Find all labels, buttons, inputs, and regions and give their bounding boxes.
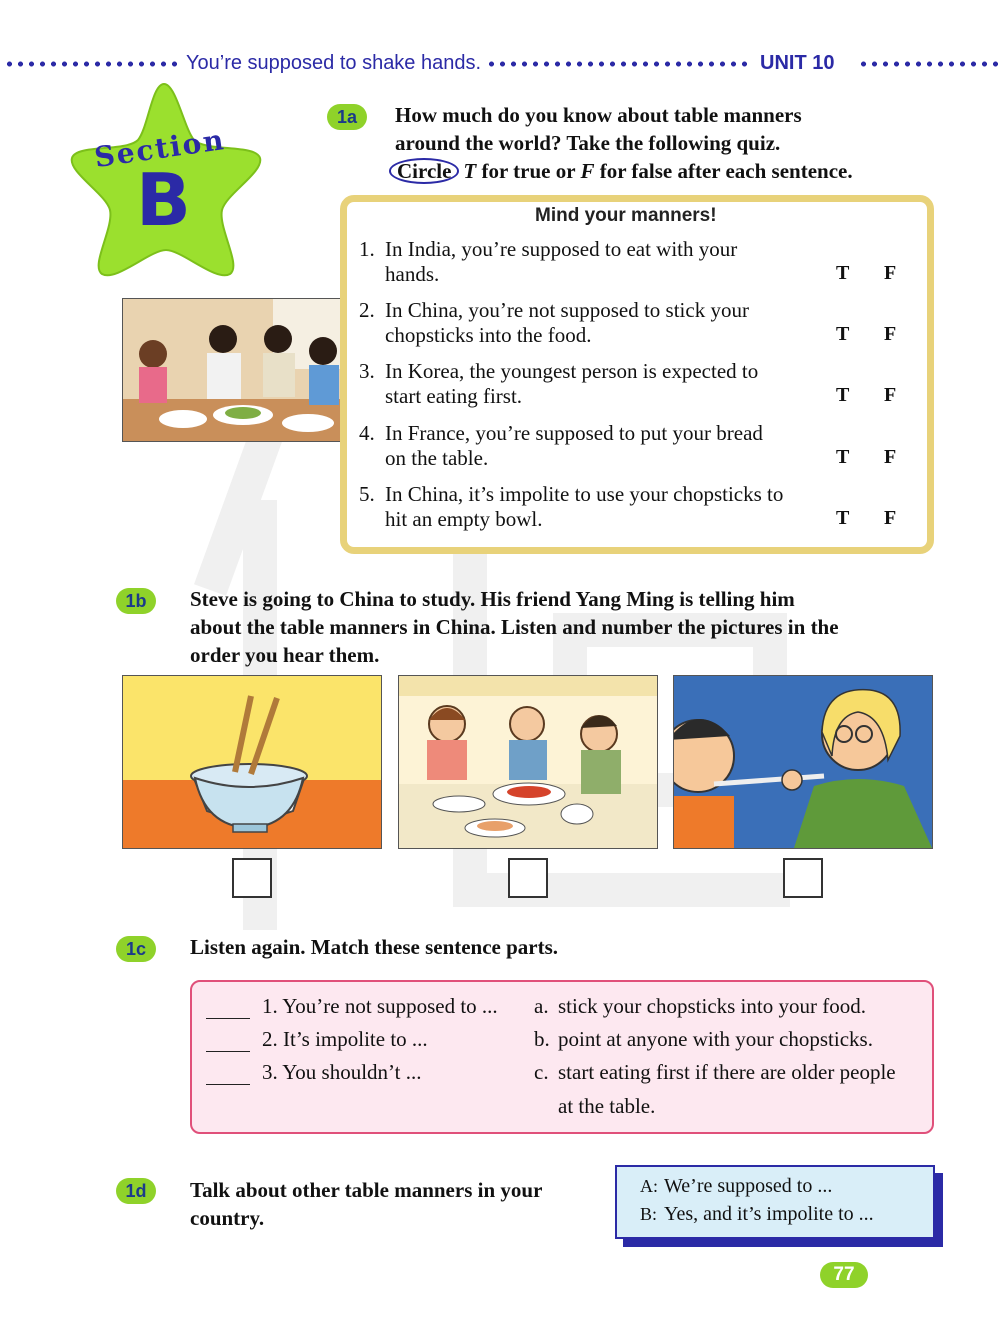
quiz-item-2-line1: In China, you’re not supposed to stick your	[385, 298, 749, 322]
match-left-3: 3. You shouldn’t ...	[262, 1060, 422, 1084]
activity-1d-instruction-line2: country.	[190, 1206, 265, 1230]
quiz-item-1-line1: In India, you’re supposed to eat with your	[385, 237, 738, 261]
match-1-answer-blank[interactable]	[206, 996, 250, 1019]
activity-1b-instruction-line1: Steve is going to China to study. His friend Yang Ming is telling him	[190, 587, 795, 611]
quiz-item-1-false-option[interactable]: F	[884, 262, 897, 284]
quiz-item-2-false-option[interactable]: F	[884, 323, 897, 345]
instruction-end: for false after each sentence.	[594, 159, 853, 183]
match-right-c-text: start eating first if there are older people	[558, 1060, 896, 1084]
match-left-2: 2. It’s impolite to ...	[262, 1027, 428, 1051]
match-right-a-letter: a.	[534, 994, 549, 1018]
activity-1b-instruction-line3: order you hear them.	[190, 643, 380, 667]
quiz-item-4-false-option[interactable]: F	[884, 446, 897, 468]
match-left-1: 1. You’re not supposed to ...	[262, 994, 498, 1018]
page-number: 77	[820, 1262, 868, 1288]
picture-1-number-box[interactable]	[232, 858, 272, 898]
activity-1a-instruction-line3	[389, 157, 853, 185]
lesson-title: You’re supposed to shake hands.	[186, 52, 482, 74]
quiz-item-5-line2: hit an empty bowl.	[385, 507, 543, 531]
match-3-answer-blank[interactable]	[206, 1062, 250, 1085]
quiz-item-1-true-option[interactable]: T	[836, 262, 850, 284]
picture-2-number-box[interactable]	[508, 858, 548, 898]
activity-1d-instruction-line1: Talk about other table manners in your	[190, 1178, 543, 1202]
quiz-item-3-false-option[interactable]: F	[884, 384, 897, 406]
quiz-title: Mind your manners!	[535, 205, 717, 226]
section-letter: B	[136, 158, 191, 242]
quiz-item-4-line1: In France, you’re supposed to put your bread	[385, 421, 763, 445]
quiz-item-5-false-option[interactable]: F	[884, 507, 897, 529]
dialog-line-a: We’re supposed to ...	[664, 1175, 833, 1197]
quiz-item-5-true-option[interactable]: T	[836, 507, 850, 529]
quiz-item-2-true-option[interactable]: T	[836, 323, 850, 345]
picture-3-number-box[interactable]	[783, 858, 823, 898]
header-dots-right	[858, 60, 998, 68]
match-right-b-letter: b.	[534, 1027, 550, 1051]
match-right-c-continued: at the table.	[558, 1094, 656, 1118]
activity-1c-badge: 1c	[116, 936, 156, 962]
match-right-b-text: point at anyone with your chopsticks.	[558, 1027, 873, 1051]
running-header	[0, 52, 1000, 80]
instruction-mid: for true or	[476, 159, 581, 183]
activity-1a-badge: 1a	[327, 104, 367, 130]
family-dinner-photo	[122, 298, 354, 442]
quiz-item-4-number: 4.	[359, 421, 375, 445]
quiz-item-1-number: 1.	[359, 237, 375, 261]
match-right-a-text: stick your chopsticks into your food.	[558, 994, 866, 1018]
header-dots-left	[4, 60, 178, 68]
activity-1c-instruction: Listen again. Match these sentence parts.	[190, 935, 559, 959]
dialog-speaker-a: A:	[640, 1176, 658, 1196]
quiz-item-2-line2: chopsticks into the food.	[385, 323, 592, 347]
activity-1b-instruction-line2: about the table manners in China. Listen and number the pictures in the	[190, 615, 839, 639]
unit-label: UNIT 10	[760, 52, 835, 74]
activity-1b-badge: 1b	[116, 588, 156, 614]
family-dining-picture	[398, 675, 658, 849]
header-dots-middle	[486, 60, 752, 68]
quiz-item-3-line2: start eating first.	[385, 384, 523, 408]
quiz-item-1-line2: hands.	[385, 262, 440, 286]
dialog-line-b: Yes, and it’s impolite to ...	[664, 1203, 874, 1225]
quiz-item-3-line1: In Korea, the youngest person is expected to	[385, 359, 759, 383]
quiz-item-5-number: 5.	[359, 482, 375, 506]
match-2-answer-blank[interactable]	[206, 1029, 250, 1052]
quiz-item-3-number: 3.	[359, 359, 375, 383]
circle-word: Circle	[389, 158, 459, 184]
quiz-item-4-true-option[interactable]: T	[836, 446, 850, 468]
quiz-item-4-line2: on the table.	[385, 446, 489, 470]
dialog-speaker-b: B:	[640, 1204, 658, 1224]
section-word: Section	[92, 122, 228, 175]
quiz-item-3-true-option[interactable]: T	[836, 384, 850, 406]
activity-1a-instruction-line1: How much do you know about table manners	[395, 103, 802, 127]
quiz-item-2-number: 2.	[359, 298, 375, 322]
rice-bowl-chopsticks-picture	[122, 675, 382, 849]
activity-1d-badge: 1d	[116, 1178, 156, 1204]
quiz-item-5-line1: In China, it’s impolite to use your chopsticks to	[385, 482, 784, 506]
pointing-chopsticks-picture	[673, 675, 933, 849]
activity-1a-instruction-line2: around the world? Take the following quiz.	[395, 131, 781, 155]
false-letter: F	[580, 159, 595, 183]
true-letter: T	[463, 159, 477, 183]
match-right-c-letter: c.	[534, 1060, 549, 1084]
